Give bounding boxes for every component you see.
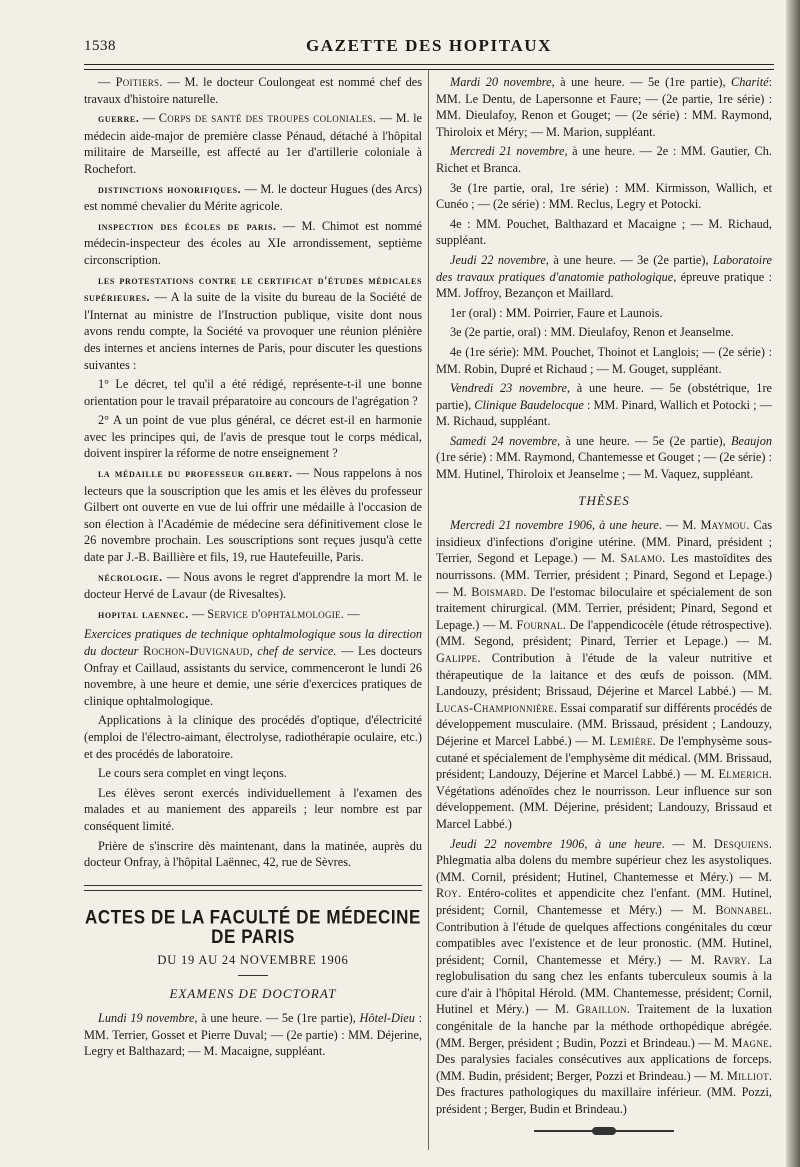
ornament-center <box>592 1127 616 1135</box>
protestations-q1: 1° Le décret, tel qu'il a été rédigé, représente-t-il une bonne orientation pour le travail préparatoire au concours de l'agrégation ? <box>84 377 422 408</box>
exam-jeudi-4e: 4e (1re série): MM. Pouchet, Thoinot et Langlois; — (2e série) : MM. Robin, Dupré et Richaud ; — M. Gouget, suppléant. <box>436 344 772 376</box>
protestations-q2: 2° A un point de vue plus général, ce décret est-il en harmonie avec les principes qui, de l'avis de presque tout le corps médical, doivent inspirer la réforme de notre enseignement ? <box>84 413 422 461</box>
news-protestations: les protestations contre le certificat d'études médicales supérieures. — A la suite de la visite du bureau de la Société de l'Internat au ministre de l'Instruction publique, visite dont nous avons rendu compte, la Société va provoquer une réunion plénière des internes et anciens internes de Paris, pour discuter les questions suivantes : <box>84 273 422 372</box>
section-rule <box>84 885 422 891</box>
news-laennec-body: Exercices pratiques de technique ophtalmologique sous la direction du docteur Rochon-Duvignaud, chef de service. — Les docteurs Onfray et Caillaud, assistants du service, commenceront le lundi 26 novembre, à une heure et demie, une série d'exercices pratiques de clinique ophtalmologique. <box>84 627 423 708</box>
right-column <box>436 74 772 1132</box>
news-inspection: inspection des écoles de paris. — M. Chimot est nommé médecin-inspecteur des écoles au XIe arrondissement, septième circonscription. <box>84 218 422 267</box>
exam-mardi: Mardi 20 novembre, à une heure. — 5e (1re partie), Charité: MM. Le Dentu, de Lapersonne et Faure; — (2e partie, 1re série) : MM. Dieulafoy, Renon et Gouget; — (2e série) : MM. Raymond, Thiroloix et Méry; — M. Marion, suppléant. <box>436 75 773 139</box>
exam-samedi: Samedi 24 novembre, à une heure. — 5e (2e partie), Beaujon (1re série) : MM. Raymond, Chantemesse et Gouget ; — (2e série) : MM. Hutinel, Thiroloix et Jeanselme ; — M. Vaquez, suppléant. <box>436 433 772 482</box>
laennec-inscription: Prière de s'inscrire dès maintenant, dans la matinée, auprès du docteur Onfray, à l'hôpital Laënnec, 42, rue de Sèvres. <box>84 838 422 870</box>
page-spine-shadow <box>786 0 800 1167</box>
exam-lundi: Lundi 19 novembre, à une heure. — 5e (1re partie), Hôtel-Dieu : MM. Terrier, Gosset et Pierre Duval; — (2e partie) : MM. Déjerine, Legry et Balthazard; — M. Macaigne, suppléant. <box>84 1011 422 1059</box>
news-distinctions: distinctions honorifiques. — M. le docteur Hugues (des Arcs) est nommé chevalier du Mérite agricole. <box>84 181 423 214</box>
exam-vendredi: Vendredi 23 novembre, à une heure. — 5e (obstétrique, 1re partie), Clinique Baudelocque : MM. Pinard, Wallich et Potocki ; — M. Richaud, suppléant. <box>436 381 773 429</box>
exam-mercredi: Mercredi 21 novembre, à une heure. — 2e : MM. Gautier, Ch. Richet et Branca. <box>436 144 772 175</box>
journal-title: GAZETTE DES HOPITAUX <box>305 36 553 55</box>
column-divider <box>428 70 429 1150</box>
header-rule <box>84 64 774 70</box>
acts-date: DU 19 AU 24 NOVEMBRE 1906 <box>157 952 349 967</box>
exam-jeudi-1er: 1er (oral) : MM. Poirrier, Faure et Launois. <box>450 305 663 320</box>
exam-jeudi: Jeudi 22 novembre, à une heure. — 3e (2e partie), Laboratoire des travaux pratiques d'anatomie pathologique, épreuve pratique : MM. Joffroy, Bezançon et Maillard. <box>436 252 772 301</box>
left-column <box>84 74 422 1063</box>
laennec-cours: Le cours sera complet en vingt leçons. <box>98 766 287 781</box>
theses-jeudi: Jeudi 22 novembre 1906, à une heure. — M. Desquiens. Phlegmatia alba dolens du membre supérieur chez les asystoliques. (MM. Cornil, président; Hutinel, Chantemesse et Méry.) — M. Roy. Entéro-colites et appendicite chez l'enfant. (MM. Hutinel, président; Cornil, Chantemesse et Méry.) — M. Bonnabel. Contribution à l'étude de quelques affections congénitales du cœur compatibles avec l'existence et de leur pronostic. (MM. Hutinel, président; Cornil, Chantemesse et Méry.) — M. Ravry. La reglobulisation du sang chez les enfants tuberculeux soumis à la cure d'air à l'hôpital Hérold. (MM. Chantemesse, président; Cornil, Hutinel et Méry.) — M. Graillon. Traitement de la luxation congénitale de la hanche par la méthode orthopédique abrégée. (MM. Berger, président ; Budin, Pozzi et Brindeau.) — M. Magne. Des paralysies faciales consécutives aux applications de forceps. (MM. Budin, président; Berger, Pozzi et Brindeau.) — M. Milliot. Des fractures pathologiques du maxillaire inférieur. (MM. Pozzi, président ; Berger, Budin et Brindeau.) <box>436 836 772 1117</box>
exam-mercredi-4e: 4e : MM. Pouchet, Balthazard et Macaigne ; — M. Richaud, suppléant. <box>436 216 772 248</box>
news-guerre: guerre. — Corps de santé des troupes coloniales. — M. le médecin aide-major de première classe Pénaud, détaché à l'hôpital militaire de Marseille, est affecté au 1er d'artillerie coloniale à Rochefort. <box>84 111 422 176</box>
short-rule <box>238 975 268 976</box>
exam-jeudi-3e: 3e (2e partie, oral) : MM. Dieulafoy, Renon et Jeanselme. <box>450 325 734 340</box>
acts-title: ACTES DE LA FACULTÉ DE MÉDECINE DE PARIS <box>85 905 421 947</box>
theses-mercredi: Mercredi 21 novembre 1906, à une heure. — M. Maymou. Cas insidieux d'infections d'origine utérine. (MM. Pinard, président ; Terrier, Segond et Lepage.) — M. Salamo. Les mastoïdites des nourrissons. (MM. Terrier, président ; Pinard, Segond et Lepage.) — M. Boismard. De l'estomac biloculaire et spécialement de son traitement chirurgical. (MM. Terrier, président; Pinard, Segond et Lepage.) — M. Fournal. De l'appendicocèle (étude rétrospective). (MM. Segond, président; Pinard, Terrier et Lepage.) — M. Galippe. Contribution à l'étude de la valeur nutritive et thérapeutique de la laitance et des œufs de poisson. (MM. Landouzy, président; Brissaud, Déjerine et Marcel Labbé.) — M. Lucas-Championnière. Essai comparatif sur différents procédés de développement musculaire. (MM. Brissaud, président ; Landouzy, Déjerine et Marcel Labbé.) — M. Lemière. De l'emphysème sous-cutané et spécialement de l'emphysème dit médical. (MM. Brissaud, président; Landouzy, Déjerine et Marcel Labbé.) — M. Elmerich. Végétations adénoïdes chez le nourrisson. Leur influence sur son développement. (MM. Déjerine, président; Landouzy, Brissaud et Marcel Labbé.) <box>436 518 773 831</box>
news-laennec-head: hopital laennec. — Service d'ophtalmologie. — <box>98 606 360 621</box>
end-ornament <box>534 1130 674 1132</box>
news-poitiers: — Poitiers. — M. le docteur Coulongeat est nommé chef des travaux d'histoire naturelle. <box>84 75 422 106</box>
theses-heading: THÈSES <box>578 492 630 508</box>
laennec-applications: Applications à la clinique des procédés d'optique, d'électricité (emploi de l'électro-aimant, électrolyse, radiothérapie oculaire, etc.) et des procédés de laboratoire. <box>84 713 422 761</box>
page-number: 1538 <box>84 38 116 54</box>
news-necrologie: nécrologie. — Nous avons le regret d'apprendre la mort M. le docteur Hervé de Lavaur (de Rivesaltes). <box>84 569 422 602</box>
laennec-eleves: Les élèves seront exercés individuellement à l'examen des malades et au maniement des appareils ; leur nombre est par conséquent limité. <box>84 785 422 833</box>
exam-mercredi-3e: 3e (1re partie, oral, 1re série) : MM. Kirmisson, Wallich, et Cunéo ; — (2e série) : MM. Reclus, Legry et Potocki. <box>436 180 772 212</box>
news-medaille: la médaille du professeur gilbert. — Nous rappelons à nos lecteurs que la souscription que les amis et les élèves du professeur Gilbert ont ouverte en vue de lui offrir une médaille à l'occasion de son élection à l'Académie de médecine sera définitivement close le 26 novembre prochain. Les souscriptions sont reçues jusqu'à cette date par J.-B. Baillière et fils, 19, rue Hautefeuille, Paris. <box>84 466 422 565</box>
exams-heading: EXAMENS DE DOCTORAT <box>169 985 337 1001</box>
page-header <box>84 34 774 60</box>
